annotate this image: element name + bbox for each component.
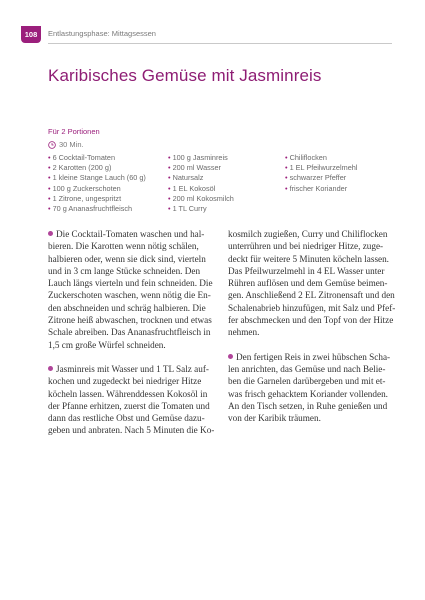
text-line: von der Karibik träumen. [228,413,321,424]
text-line: An den Tisch setzen, in Ruhe genießen und [228,400,388,411]
text-span: Jasminreis mit Wasser und 1 TL Salz auf- [56,363,209,374]
text-line: ben die Garnelen darübergeben und mit et- [228,376,386,387]
text-line: was frisch gehacktem Koriander vollenden. [228,388,388,399]
text-line: Zitrone heiß abwaschen, trocknen und etwas [48,315,212,326]
instructions-right-column [228,228,400,436]
instruction-paragraph [48,228,220,351]
text-line: der Pfanne erhitzen, zuerst die Tomaten und [48,400,210,411]
text-line: bieren. Die Karotten wenn nötig schälen, [48,241,199,252]
text-line: deckt für weitere 5 Minuten köcheln lassen. [228,253,389,264]
ingredient-item: • 1 EL Pfeilwurzelmehl [285,163,357,173]
instruction-paragraph [48,363,220,437]
ingredient-item: • 200 ml Wasser [168,163,234,173]
text-line: nehmen. [228,327,260,338]
ingredient-item: • 1 kleine Stange Lauch (60 g) [48,173,146,183]
ingredient-item: • 1 EL Kokosöl [168,184,234,194]
text-line [48,363,220,375]
text-line: unterrühren und bei niedriger Hitze, zuge- [228,241,384,252]
step-bullet [48,366,53,371]
ingredient-item: • 100 g Zuckerschoten [48,184,146,194]
text-span: Die Cocktail-Tomaten waschen und hal- [56,229,205,239]
text-line: Zuckerschoten waschen, wenn nötig die En- [48,290,211,301]
ingredient-item: • frischer Koriander [285,184,357,194]
step-bullet [228,354,233,359]
ingredient-item: • 6 Cocktail-Tomaten [48,153,146,163]
text-line: und in 3 cm lange Stücke schneiden. Den [48,265,201,276]
ingredient-item: • 200 ml Kokosmilch [168,194,234,204]
ingredient-item: • 2 Karotten (200 g) [48,163,146,173]
text-line: fer abschmecken und den Topf von der Hitze [228,315,394,326]
time-label: 30 Min. [59,140,84,149]
ingredient-item: • Chiliflocken [285,153,357,163]
ingredient-list-3 [285,153,357,194]
text-line: den abschneiden und schräg halbieren. Die [48,302,206,313]
text-line: Lauch längs vierteln und fein schneiden. Die [48,278,213,289]
instructions-left-column [48,228,220,449]
text-line [228,351,400,363]
text-span: Den fertigen Reis in zwei hübschen Scha- [236,351,391,362]
instruction-paragraph [228,228,400,339]
portions-label: Für 2 Portionen [48,127,100,136]
text-line: kochen und zugedeckt bei niedriger Hitze [48,376,202,387]
ingredient-item: • 100 g Jasminreis [168,153,234,163]
page-number-badge: 108 [21,26,41,43]
recipe-title: Karibisches Gemüse mit Jasminreis [48,66,322,85]
ingredient-item: • 1 Zitrone, ungespritzt [48,194,146,204]
text-line: Das Pfeilwurzelmehl in 4 EL Wasser unter [228,265,385,276]
ingredient-item: • 1 TL Curry [168,204,234,214]
text-line: len anrichten, das Gemüse und nach Belie- [228,363,386,374]
time-info [48,140,84,149]
text-line: Schalenabrieb hinzufügen, mit Salz und Pfef- [228,302,396,313]
text-line: halbieren oder, wenn sie dick sind, vierteln [48,253,206,264]
text-line [48,228,220,240]
ingredient-list-2 [168,153,234,214]
ingredient-item: • schwarzer Pfeffer [285,173,357,183]
running-head: Entlastungsphase: Mittagsessen [48,29,156,38]
page-header [0,0,425,46]
text-line: 1,5 cm große Würfel schneiden. [48,339,166,350]
text-line: Rühren auflösen und dem Gemüse beimen- [228,278,388,289]
text-line: gen. Anschließend 2 EL Zitronensaft und den [228,290,395,301]
text-line: Schale abreiben. Das Ananasfruchtfleisch in [48,327,211,338]
instruction-paragraph [228,351,400,425]
step-bullet [48,231,53,236]
header-divider [48,43,392,44]
ingredient-list-1 [48,153,146,214]
text-line: dann das restliche Obst und Gemüse dazu- [48,413,205,424]
ingredient-item: • Natursalz [168,173,234,183]
text-line: geben und anbraten. Nach 5 Minuten die Ko- [48,425,215,436]
text-line: köcheln lassen. Währenddessen Kokosöl in [48,388,208,399]
text-line: kosmilch zugießen, Curry und Chiliflocken [228,229,388,239]
ingredient-item: • 70 g Ananasfruchtfleisch [48,204,146,214]
clock-icon [48,141,56,149]
